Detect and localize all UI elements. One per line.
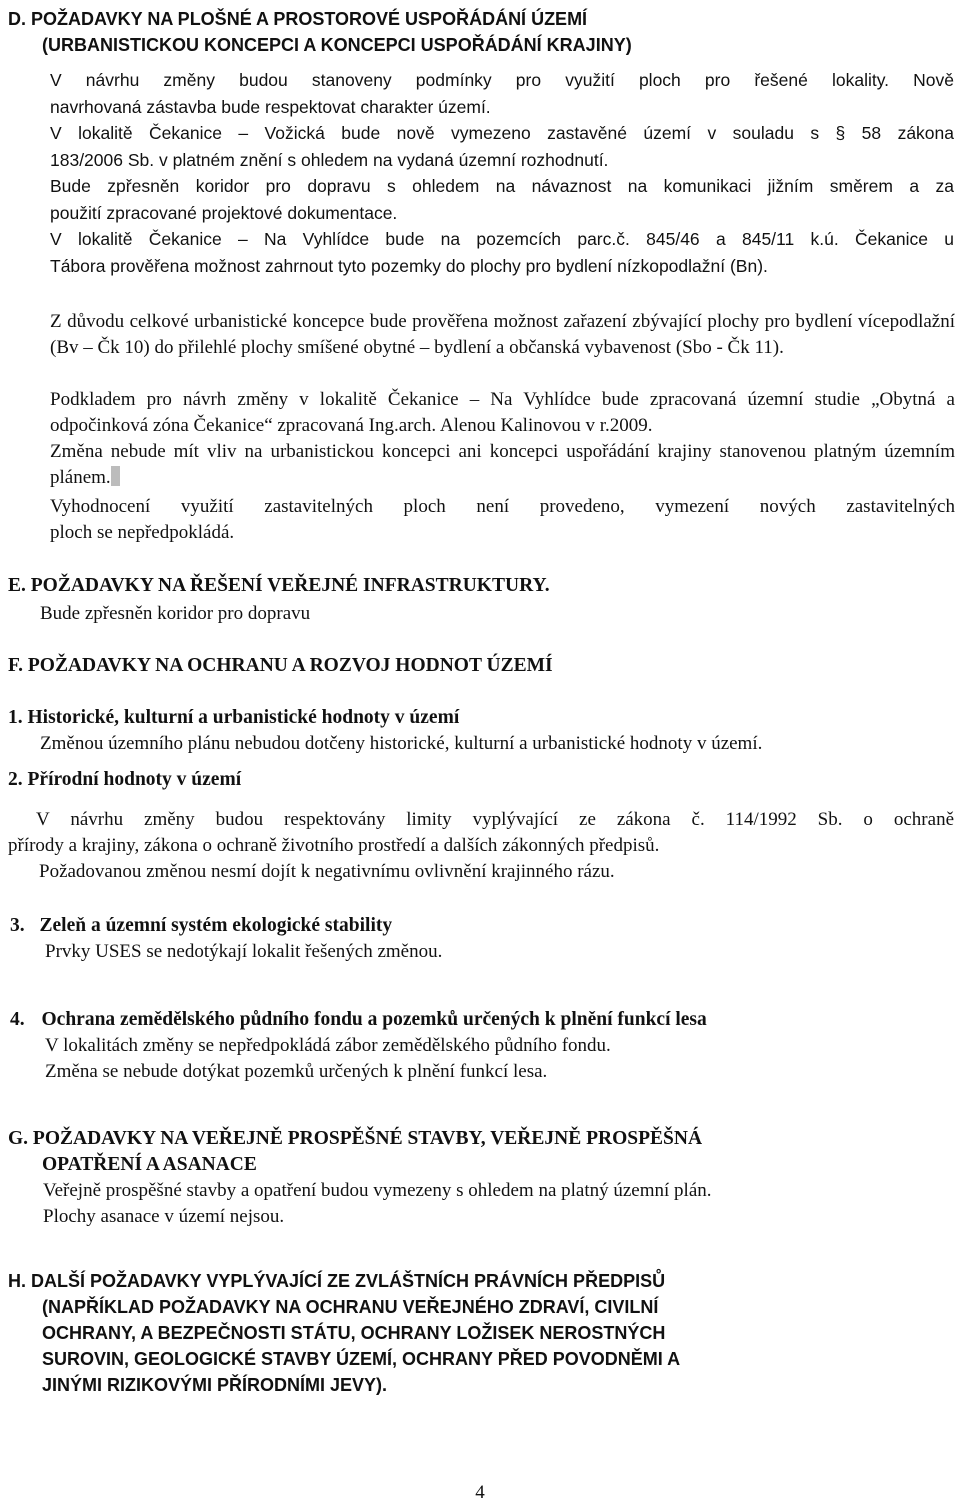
- section-h-heading-line5: JINÝMI RIZIKOVÝMI PŘÍRODNÍMI JEVY).: [42, 1375, 388, 1395]
- section-d-heading: [8, 6, 632, 58]
- section-f-4-line1: V lokalitách změny se nepředpokládá zábor zemědělského půdního fondu.: [45, 1035, 611, 1056]
- section-f-3-number: 3.: [10, 915, 25, 936]
- section-h-heading-line3: OCHRANY, A BEZPEČNOSTI STÁTU, OCHRANY LOŽISEK NEROSTNÝCH: [42, 1323, 666, 1343]
- section-d-line-7: V lokalitě Čekanice – Na Vyhlídce bude na pozemcích parc.č. 845/46 a 845/11 k.ú. Čekanice u: [50, 229, 954, 249]
- section-d-paragraph-1: Z důvodu celkové urbanistické koncepce bude prověřena možnost zařazení zbývající plochy pro bydlení vícepodlažní (Bv – Čk 10) do přilehlé plochy smíšené obytné – bydlení a občanská vybavenost (Sbo - Čk 11).: [50, 311, 955, 358]
- section-g-body: [43, 1178, 712, 1230]
- section-f-3-title: Zeleň a územní systém ekologické stability: [39, 915, 393, 936]
- section-d-paragraph-4-line1: Vyhodnocení využití zastavitelných ploch není provedeno, vymezení nových zastavitelných: [50, 496, 955, 517]
- section-d-paragraph-4-line2: ploch se nepředpokládá.: [50, 522, 235, 543]
- section-d-paragraph-2: Podkladem pro návrh změny v lokalitě Čekanice – Na Vyhlídce bude zpracovaná územní studie „Obytná a odpočinková zóna Čekanice“ zpracovaná Ing.arch. Alenou Kalinovou v r.2009.: [50, 389, 955, 436]
- section-f-4-title: Ochrana zemědělského půdního fondu a pozemků určených k plnění funkcí lesa: [41, 1009, 707, 1030]
- section-e-heading: E. POŽADAVKY NA ŘEŠENÍ VEŘEJNÉ INFRASTRUKTURY.: [8, 575, 550, 596]
- section-f-heading: F. POŽADAVKY NA OCHRANU A ROZVOJ HODNOT ÚZEMÍ: [8, 655, 553, 676]
- section-h-heading-line1: H. DALŠÍ POŽADAVKY VYPLÝVAJÍCÍ ZE ZVLÁŠTNÍCH PRÁVNÍCH PŘEDPISŮ: [8, 1271, 666, 1291]
- section-d-heading-line2: (URBANISTICKOU KONCEPCI A KONCEPCI USPOŘÁDÁNÍ KRAJINY): [42, 35, 632, 55]
- section-f-4-body: [45, 1033, 611, 1085]
- section-d-line-1: V návrhu změny budou stanoveny podmínky pro využití ploch pro řešené lokality. Nově: [50, 70, 954, 90]
- section-f-4-number: 4.: [10, 1009, 25, 1030]
- section-f-4-heading: [10, 1007, 707, 1033]
- section-f-3-heading: [10, 913, 392, 939]
- section-f-2-line2: přírody a krajiny, zákona o ochraně životního prostředí a dalších zákonných předpisů.: [8, 835, 660, 856]
- section-e-text: Bude zpřesněn koridor pro dopravu: [40, 603, 311, 624]
- section-h-heading-line2: (NAPŘÍKLAD POŽADAVKY NA OCHRANU VEŘEJNÉHO ZDRAVÍ, CIVILNÍ: [42, 1297, 659, 1317]
- section-d-line-4: 183/2006 Sb. v platném znění s ohledem na vydaná územní rozhodnutí.: [50, 149, 609, 170]
- section-f-4-line2: Změna se nebude dotýkat pozemků určených k plnění funkcí lesa.: [45, 1061, 548, 1082]
- section-f-2-line1: V návrhu změny budou respektovány limity vyplývající ze zákona č. 114/1992 Sb. o ochraně: [36, 809, 954, 830]
- page-number: 4: [475, 1482, 485, 1503]
- section-h-heading: [8, 1268, 680, 1398]
- section-f-3-text: Prvky USES se nedotýkají lokalit řešených změnou.: [45, 941, 443, 962]
- section-f-1-text: Změnou územního plánu nebudou dotčeny historické, kulturní a urbanistické hodnoty v území.: [40, 733, 763, 754]
- section-f-2-line3: Požadovanou změnou nesmí dojít k negativnímu ovlivnění krajinného rázu.: [39, 861, 615, 882]
- section-d-heading-line1: D. POŽADAVKY NA PLOŠNÉ A PROSTOROVÉ USPOŘÁDÁNÍ ÚZEMÍ: [8, 9, 588, 29]
- section-d-line-2: navrhovaná zástavba bude respektovat charakter území.: [50, 96, 491, 117]
- section-d-paragraph-4: [50, 494, 955, 546]
- section-g-heading-line2: OPATŘENÍ A ASANACE: [42, 1154, 257, 1175]
- section-g-line1: Veřejně prospěšné stavby a opatření budou vymezeny s ohledem na platný územní plán.: [43, 1180, 712, 1201]
- section-d-line-8: Tábora prověřena možnost zahrnout tyto pozemky do plochy pro bydlení nízkopodlažní (Bn).: [50, 255, 768, 276]
- section-f-2-heading: 2. Přírodní hodnoty v území: [8, 769, 242, 790]
- section-f-1-heading: 1. Historické, kulturní a urbanistické hodnoty v území: [8, 707, 460, 728]
- section-h-heading-line4: SUROVIN, GEOLOGICKÉ STAVBY ÚZEMÍ, OCHRANY PŘED POVODNĚMI A: [42, 1349, 681, 1369]
- section-d-body: [50, 67, 954, 279]
- section-g-heading-line1: G. POŽADAVKY NA VEŘEJNĚ PROSPĚŠNÉ STAVBY, VEŘEJNĚ PROSPĚŠNÁ: [8, 1128, 703, 1149]
- section-d-line-6: použití zpracované projektové dokumentace.: [50, 202, 398, 223]
- section-g-line2: Plochy asanace v území nejsou.: [43, 1206, 285, 1227]
- section-d-paragraph-3: [50, 439, 955, 491]
- section-d-line-3: V lokalitě Čekanice – Vožická bude nově vymezeno zastavěné území v souladu s § 58 zákona: [50, 123, 954, 143]
- text-cursor-highlight: [111, 466, 120, 486]
- section-g-heading: [8, 1126, 702, 1178]
- section-d-paragraph-3-text: Změna nebude mít vliv na urbanistickou koncepci ani koncepci uspořádání krajiny stanovenou platným územním plánem.: [50, 441, 955, 488]
- section-d-line-5: Bude zpřesněn koridor pro dopravu s ohledem na návaznost na komunikaci jižním směrem a za: [50, 176, 954, 196]
- section-f-2-body: [8, 807, 954, 885]
